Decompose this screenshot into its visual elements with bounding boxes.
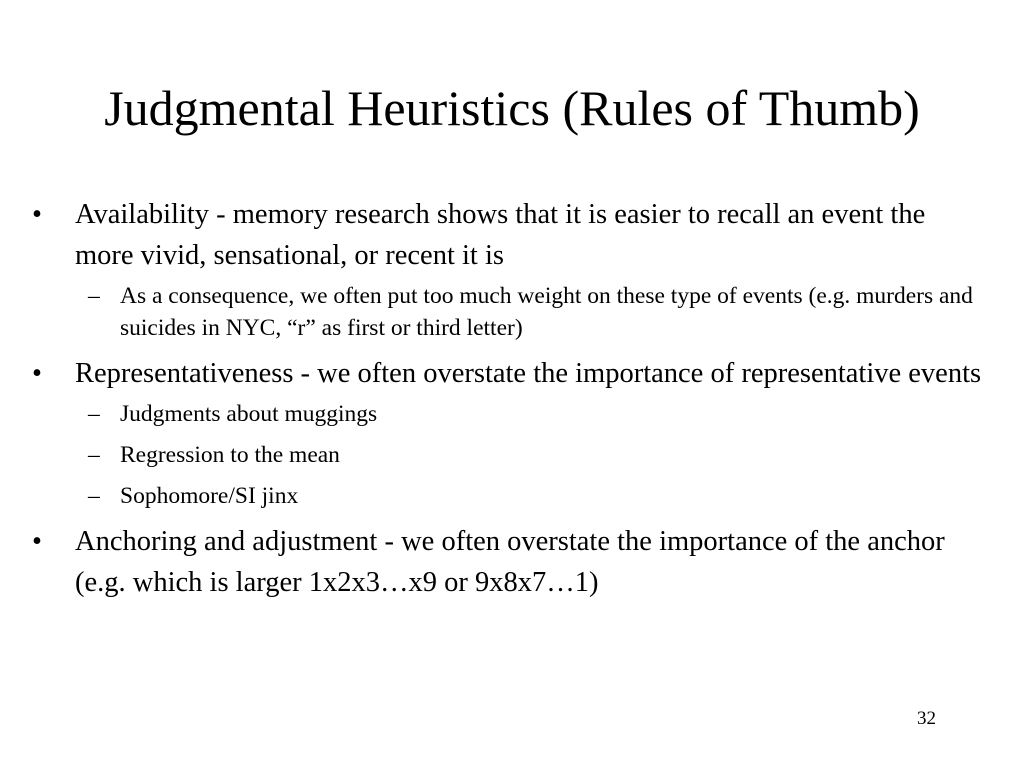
sub-bullet-marker: –: [88, 483, 100, 509]
sub-bullet-regression: [28, 439, 988, 471]
slide-content: [28, 194, 988, 607]
sub-bullet-marker: –: [88, 283, 100, 309]
sub-bullet-marker: –: [88, 442, 100, 468]
slide-title: Judgmental Heuristics (Rules of Thumb): [104, 80, 920, 136]
sub-bullet-muggings: [28, 398, 988, 430]
sub-bullet-text: Judgments about muggings: [120, 401, 378, 427]
bullet-availability: [28, 194, 988, 276]
sub-bullet-jinx: [28, 480, 988, 512]
bullet-representativeness: [28, 353, 988, 394]
bullet-text: Availability - memory research shows that it is easier to recall an event the more vivid, sensational, or recent it is: [75, 199, 926, 271]
sub-bullet-text: As a consequence, we often put too much weight on these type of events (e.g. murders and suicides in NYC, “r” as first or third letter): [120, 283, 973, 341]
sub-bullet-marker: –: [88, 401, 100, 427]
page-number: 32: [917, 708, 936, 729]
bullet-anchoring: [28, 521, 988, 603]
bullet-text: Representativeness - we often overstate the importance of representative events: [75, 358, 982, 389]
sub-bullet-consequence: [28, 280, 988, 344]
bullet-text: Anchoring and adjustment - we often overstate the importance of the anchor (e.g. which is larger 1x2x3…x9 or 9x8x7…1): [75, 526, 945, 598]
bullet-marker: •: [32, 526, 42, 557]
sub-bullet-text: Sophomore/SI jinx: [120, 483, 299, 509]
bullet-marker: •: [32, 358, 42, 389]
bullet-marker: •: [32, 199, 42, 230]
sub-bullet-text: Regression to the mean: [120, 442, 340, 468]
